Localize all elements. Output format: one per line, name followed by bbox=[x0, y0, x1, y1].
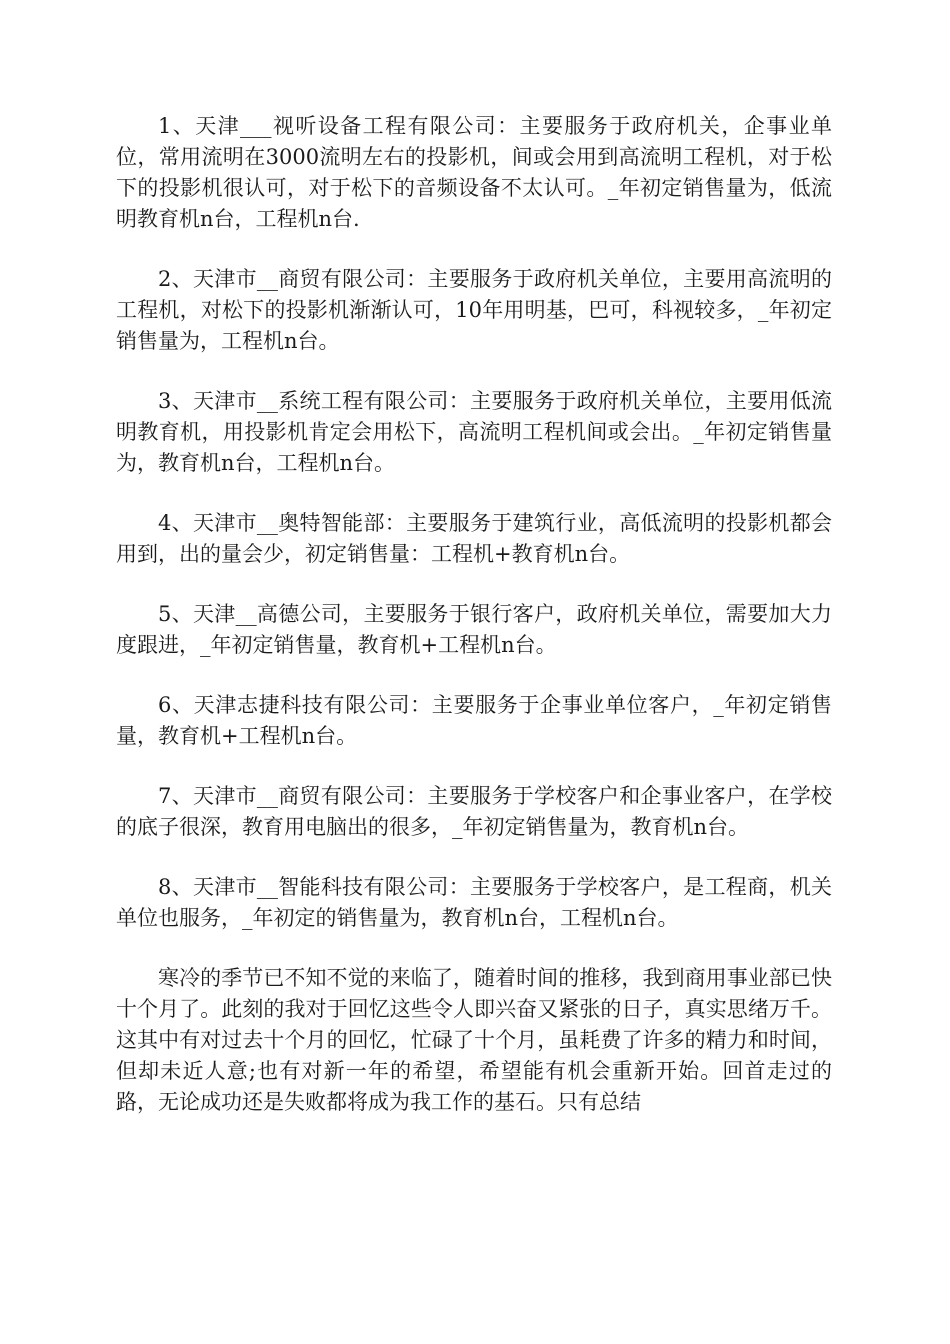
paragraph-company-5: 5、天津__高德公司，主要服务于银行客户，政府机关单位，需要加大力度跟进，_年初定销售量，教育机+工程机n台。 bbox=[116, 602, 832, 657]
paragraph-summary: 寒冷的季节已不知不觉的来临了，随着时间的推移，我到商用事业部已快十个月了。此刻的我对于回忆这些令人即兴奋又紧张的日子，真实思绪万千。这其中有对过去十个月的回忆，忙碌了十个月，虽耗费了许多的精力和时间，但却未近人意;也有对新一年的希望，希望能有机会重新开始。回首走过的路，无论成功还是失败都将成为我工作的基石。只有总结 bbox=[116, 966, 832, 1114]
paragraph-company-6: 6、天津志捷科技有限公司：主要服务于企事业单位客户，_年初定销售量，教育机+工程机n台。 bbox=[116, 693, 832, 748]
paragraph-company-4: 4、天津市__奥特智能部：主要服务于建筑行业，高低流明的投影机都会用到，出的量会少，初定销售量：工程机+教育机n台。 bbox=[116, 511, 832, 566]
document-body bbox=[116, 111, 832, 1147]
paragraph-company-2: 2、天津市__商贸有限公司：主要服务于政府机关单位，主要用高流明的工程机，对松下的投影机渐渐认可，10年用明基，巴可，科视较多，_年初定销售量为，工程机n台。 bbox=[116, 267, 832, 353]
paragraph-company-1: 1、天津___视听设备工程有限公司：主要服务于政府机关，企事业单位，常用流明在3000流明左右的投影机，间或会用到高流明工程机，对于松下的投影机很认可，对于松下的音频设备不太认可。_年初定销售量为，低流明教育机n台，工程机n台. bbox=[116, 114, 832, 231]
paragraph-company-3: 3、天津市__系统工程有限公司：主要服务于政府机关单位，主要用低流明教育机，用投影机肯定会用松下，高流明工程机间或会出。_年初定销售量为，教育机n台，工程机n台。 bbox=[116, 389, 832, 475]
paragraph-company-7: 7、天津市__商贸有限公司：主要服务于学校客户和企事业客户，在学校的底子很深，教育用电脑出的很多，_年初定销售量为，教育机n台。 bbox=[116, 784, 832, 839]
paragraph-company-8: 8、天津市__智能科技有限公司：主要服务于学校客户，是工程商，机关单位也服务，_年初定的销售量为，教育机n台，工程机n台。 bbox=[116, 875, 832, 930]
